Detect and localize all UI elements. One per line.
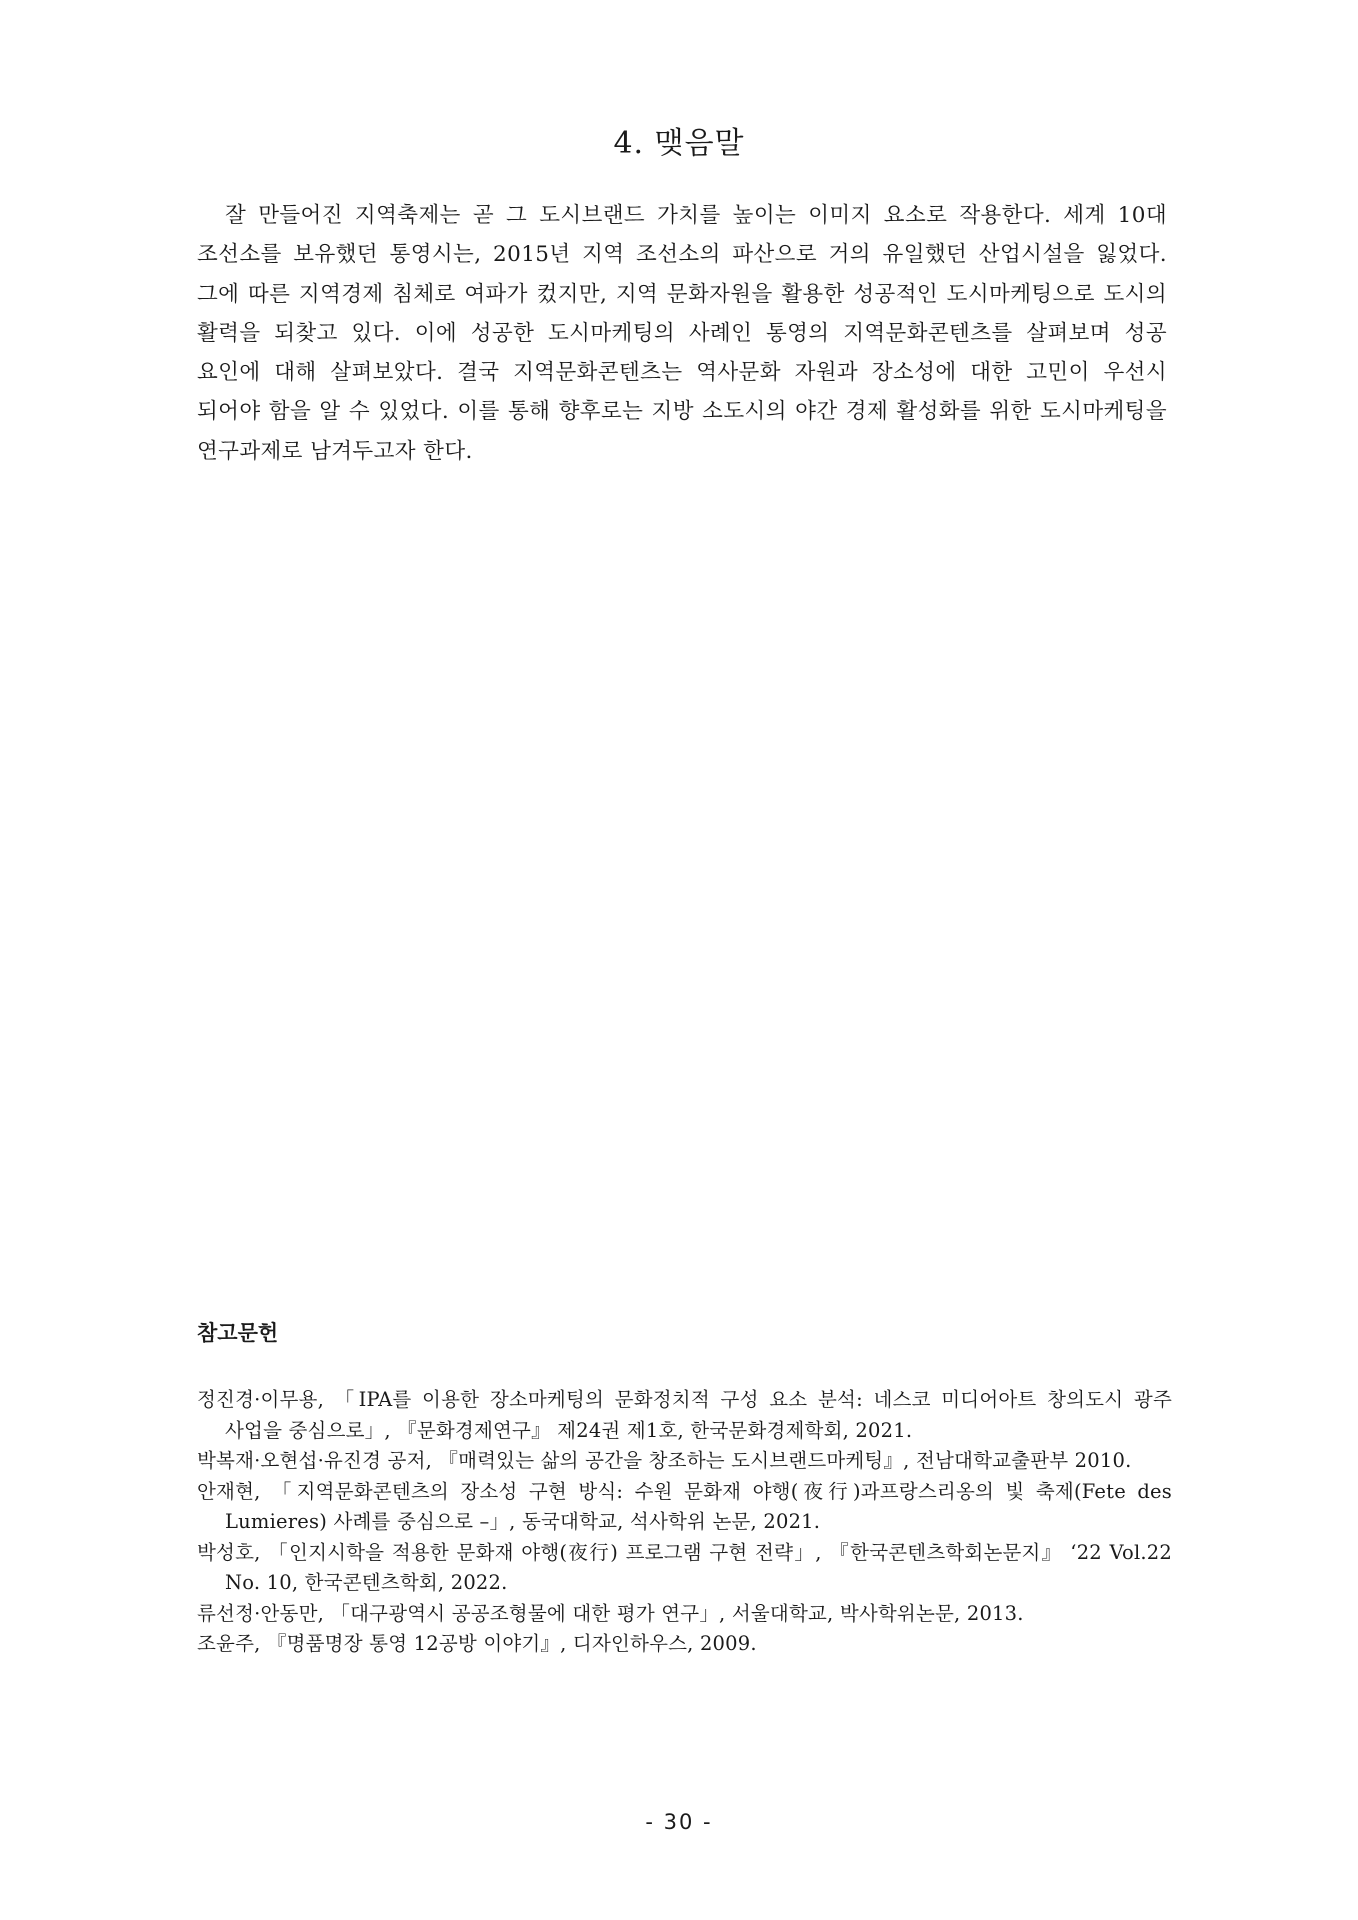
reference-item: 류선정·안동만, 「대구광역시 공공조형물에 대한 평가 연구」, 서울대학교, 박사학위논문, 2013. [197, 1601, 1024, 1625]
reference-item: 박복재·오현섭·유진경 공저, 『매력있는 삶의 공간을 창조하는 도시브랜드마케팅』, 전남대학교출판부 2010. [197, 1449, 1132, 1472]
references-list [197, 1385, 1172, 1660]
section-title: 4. 맺음말 [613, 126, 745, 161]
references-heading: 참고문헌 [197, 1321, 279, 1345]
reference-item: 정진경·이무용, 「IPA를 이용한 장소마케팅의 문화정치적 구성 요소 분석: 네스코 미디어아트 창의도시 광주 사업을 중심으로」, 『문화경제연구』 제24권 제1호, 한국문화경제학회, 2021. [197, 1388, 1172, 1442]
reference-item: 박성호, 「인지시학을 적용한 문화재 야행(夜行) 프로그램 구현 전략」, 『한국콘텐츠학회논문지』 ‘22 Vol.22 No. 10, 한국콘텐츠학회, 2022. [197, 1540, 1172, 1594]
page-number: - 30 - [645, 1810, 713, 1834]
reference-item: 조윤주, 『명품명장 통영 12공방 이야기』, 디자인하우스, 2009. [197, 1632, 757, 1655]
conclusion-paragraph [197, 196, 1167, 471]
conclusion-paragraph-text: 잘 만들어진 지역축제는 곧 그 도시브랜드 가치를 높이는 이미지 요소로 작용한다. 세계 10대 조선소를 보유했던 통영시는, 2015년 지역 조선소의 파산으로 거의 유일했던 산업시설을 잃었다. 그에 따른 지역경제 침체로 여파가 컸지만, 지역 문화자원을 활용한 성공적인 도시마케팅으로 도시의 활력을 되찾고 있다. 이에 성공한 도시마케팅의 사례인 통영의 지역문화콘텐츠를 살펴보며 성공 요인에 대해 살펴보았다. 결국 지역문화콘텐츠는 역사문화 자원과 장소성에 대한 고민이 우선시 되어야 함을 알 수 있었다. 이를 통해 향후로는 지방 소도시의 야간 경제 활성화를 위한 도시마케팅을 연구과제로 남겨두고자 한다. [197, 203, 1167, 464]
reference-item: 안재현, 「지역문화콘텐츠의 장소성 구현 방식: 수원 문화재 야행(夜行)과프랑스리옹의 빛 축제(Fete des Lumieres) 사례를 중심으로 –」, 동국대학교, 석사학위 논문, 2021. [197, 1479, 1172, 1533]
